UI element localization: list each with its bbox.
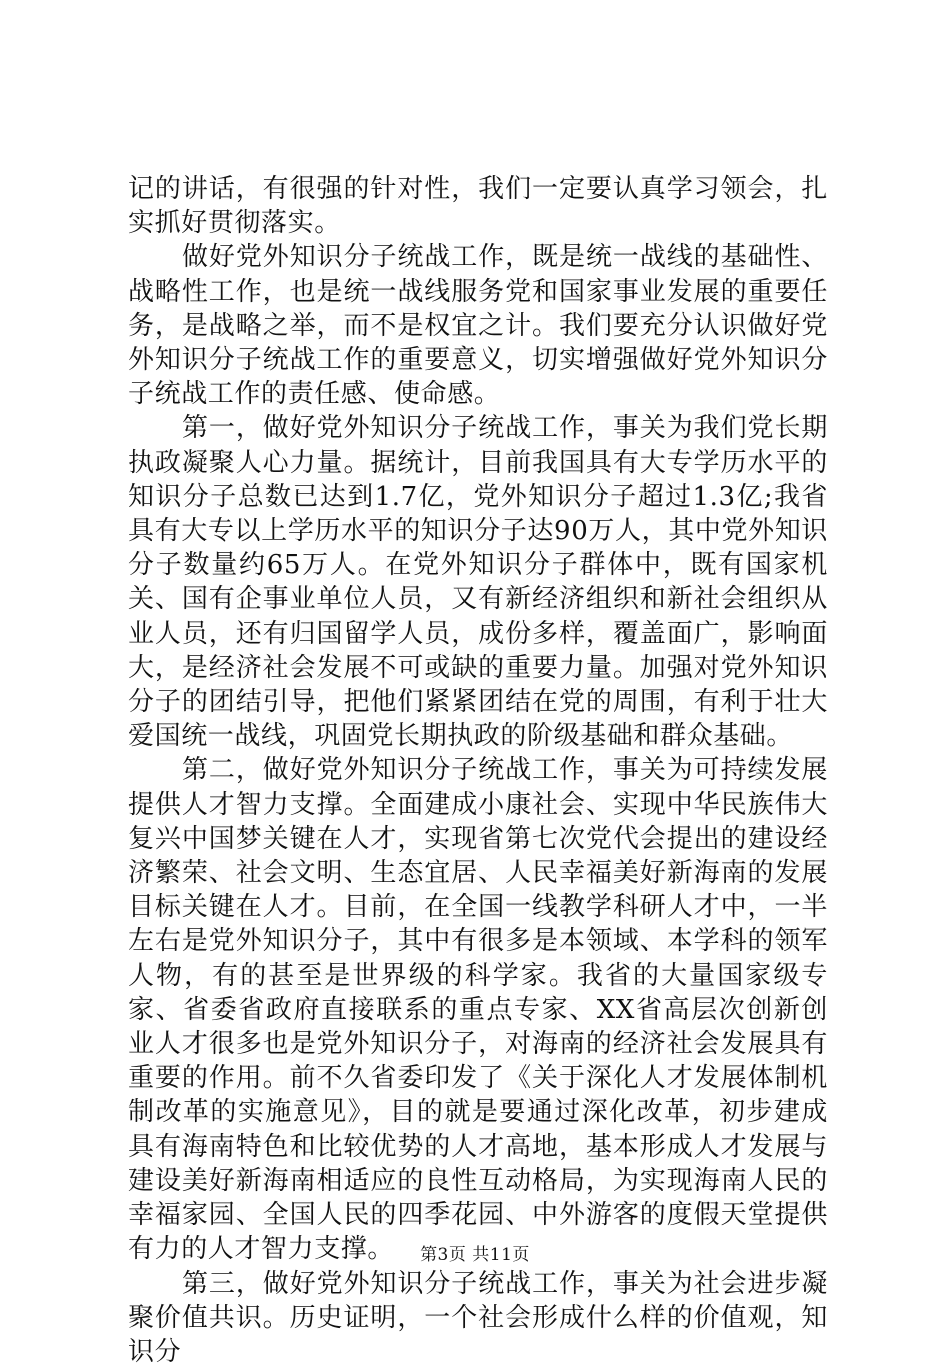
page-footer — [0, 1244, 950, 1266]
paragraph-second-point: 第二，做好党外知识分子统战工作，事关为可持续发展提供人才智力支撑。全面建成小康社会、实现中华民族伟大复兴中国梦关键在人才，实现省第七次党代会提出的建设经济繁荣、社会文明、生态宜居、人民幸福美好新海南的发展目标关键在人才。目前，在全国一线教学科研人才中，一半左右是党外知识分子，其中有很多是本领域、本学科的领军人物，有的甚至是世界级的科学家。我省的大量国家级专家、省委省政府直接联系的重点专家、XX省高层次创新创业人才很多也是党外知识分子，对海南的经济社会发展具有重要的作用。前不久省委印发了《关于深化人才发展体制机制改革的实施意见》，目的就是要通过深化改革，初步建成具有海南特色和比较优势的人才高地，基本形成人才发展与建设美好新海南相适应的良性互动格局，为实现海南人民的幸福家园、全国人民的四季花园、中外游客的度假天堂提供有力的人才智力支撑。 — [128, 753, 828, 1266]
paragraph-continuation: 记的讲话，有很强的针对性，我们一定要认真学习领会，扎实抓好贯彻落实。 — [128, 172, 828, 240]
page-number-label: 第3页 共11页 — [420, 1245, 530, 1265]
paragraph-third-point: 第三，做好党外知识分子统战工作，事关为社会进步凝聚价值共识。历史证明，一个社会形成什么样的价值观，知识分 — [128, 1267, 828, 1369]
paragraph-intro: 做好党外知识分子统战工作，既是统一战线的基础性、战略性工作，也是统一战线服务党和国家事业发展的重要任务，是战略之举，而不是权宜之计。我们要充分认识做好党外知识分子统战工作的重要意义，切实增强做好党外知识分子统战工作的责任感、使命感。 — [128, 240, 828, 411]
body-text — [128, 172, 828, 1369]
paragraph-first-point: 第一，做好党外知识分子统战工作，事关为我们党长期执政凝聚人心力量。据统计，目前我国具有大专学历水平的知识分子总数已达到1.7亿，党外知识分子超过1.3亿;我省具有大专以上学历水平的知识分子达90万人，其中党外知识分子数量约65万人。在党外知识分子群体中，既有国家机关、国有企事业单位人员，又有新经济组织和新社会组织从业人员，还有归国留学人员，成份多样，覆盖面广，影响面大，是经济社会发展不可或缺的重要力量。加强对党外知识分子的团结引导，把他们紧紧团结在党的周围，有利于壮大爱国统一战线，巩固党长期执政的阶级基础和群众基础。 — [128, 411, 828, 753]
